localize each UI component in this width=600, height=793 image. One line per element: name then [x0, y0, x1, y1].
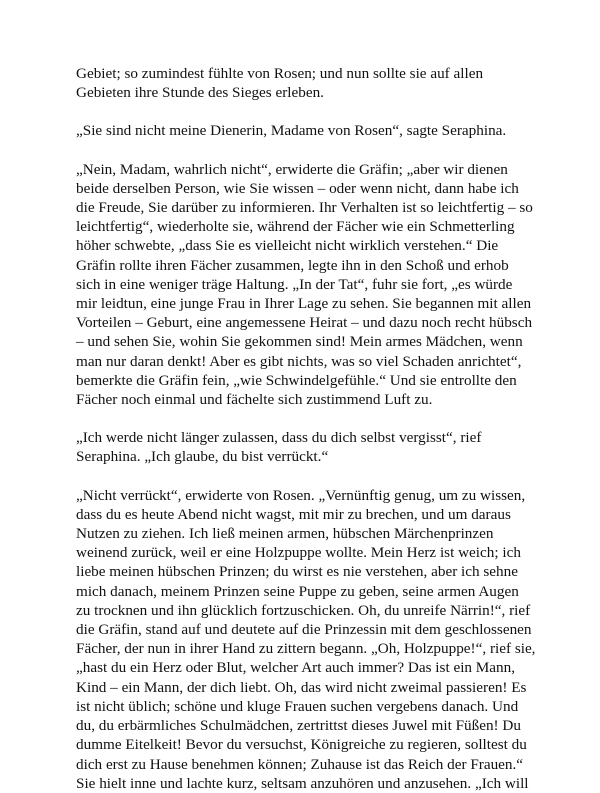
paragraph: Gebiet; so zumindest fühlte von Rosen; und nun sollte sie auf allen Gebieten ihre Stunde des Sieges erleben.: [76, 65, 484, 102]
paragraph: „Nein, Madam, wahrlich nicht“, erwiderte die Gräfin; „aber wir dienen beide derselben Person, wie Sie wissen – oder wenn nicht, dann habe ich die Freude, Sie darüber zu informieren. Ihr Verhalten ist so leichtfertig – so leichtfertig“, wiederholte sie, während der Fächer wie ein Schmetterling höher schwebte, „dass Sie es vielleicht nicht wirklich verstehen.“ Die Gräfin rollte ihren Fächer zusammen, legte ihn in den Schoß und erhob sich in eine weniger träge Haltung. „In der Tat“, fuhr sie fort, „es würde mir leidtun, eine junge Frau in Ihrer Lage zu sehen. Sie begannen mit allen Vorteilen – Geburt, eine angemessene Heirat – und dazu noch recht hübsch – und sehen Sie, wohin Sie gekommen sind! Mein armes Mädchen, wenn man nur daran denkt! Aber es gibt nichts, was so viel Schaden anrichtet“, bemerkte die Gräfin fein, „wie Schwindelgefühle.“ Und sie entrollte den Fächer noch einmal und fächelte sich zustimmend Luft zu.: [76, 160, 533, 409]
paragraph: „Sie sind nicht meine Dienerin, Madame von Rosen“, sagte Seraphina.: [76, 122, 507, 140]
document-page: [76, 64, 536, 793]
paragraph: „Ich werde nicht länger zulassen, dass du dich selbst vergisst“, rief Seraphina. „Ich glaube, du bist verrückt.“: [76, 429, 482, 466]
paragraph: „Nicht verrückt“, erwiderte von Rosen. „Vernünftig genug, um zu wissen, dass du es heute Abend nicht wagst, mit mir zu brechen, und um daraus Nutzen zu ziehen. Ich ließ meinen armen, hübschen Märchenprinzen weinend zurück, weil er eine Holzpuppe wollte. Mein Herz ist weich; ich liebe meinen hübschen Prinzen; du wirst es nie verstehen, aber ich sehne mich danach, meinem Prinzen seine Puppe zu geben, seine armen Augen zu trocknen und ihn glücklich fortzuschicken. Oh, du unreife Närrin!“, rief die Gräfin, stand auf und deutete auf die Prinzessin mit dem geschlossenen Fächer, der nun in ihrer Hand zu zittern begann. „Oh, Holzpuppe!“, rief sie, „hast du ein Herz oder Blut, welcher Art auch immer? Das ist ein Mann, Kind – ein Mann, der dich liebt. Oh, das wird nicht zweimal passieren! Es ist nicht üblich; schöne und kluge Frauen suchen vergebens danach. Und du, du erbärmliches Schulmädchen, zertrittst dieses Juwel mit Füßen! Du dumme Eitelkeit! Bevor du versuchst, Königreiche zu regieren, solltest du dich erst zu Hause benehmen können; Zuhause ist das Reich der Frauen.“ Sie hielt inne und lachte kurz, seltsam anzuhören und anzusehen. „Ich will: [76, 486, 536, 792]
